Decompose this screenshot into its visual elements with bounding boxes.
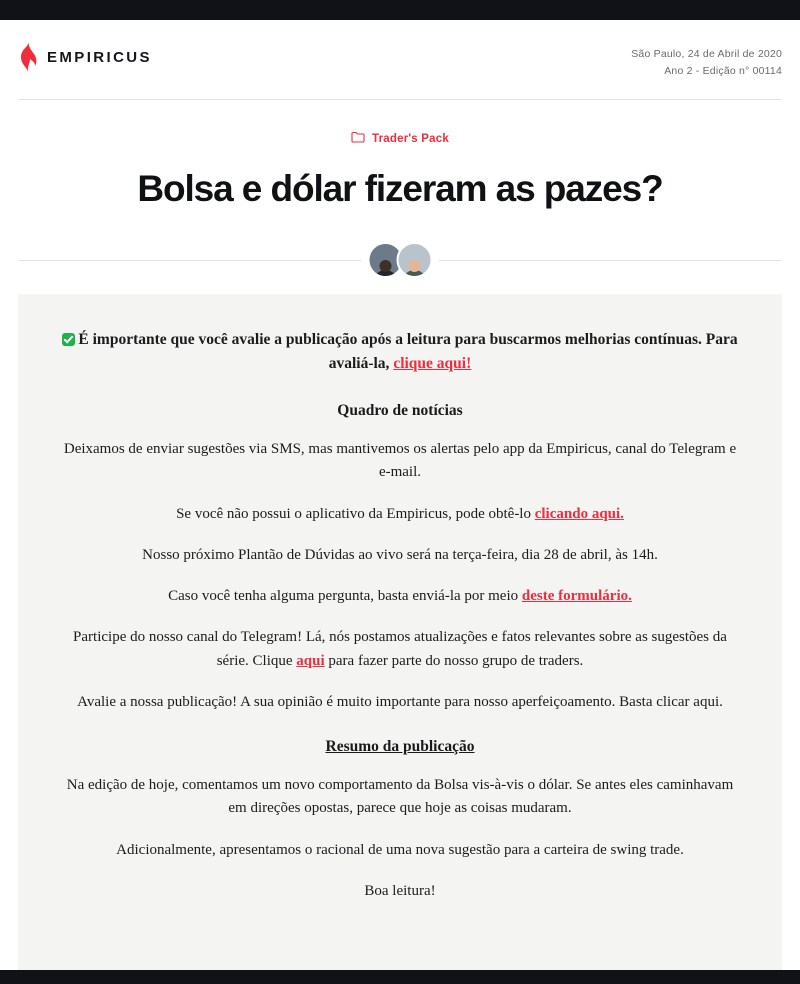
bottom-bar (0, 970, 800, 984)
issue-number: Ano 2 - Edição n° 00114 (664, 65, 782, 78)
author-avatars (362, 242, 439, 278)
review-notice (58, 328, 742, 376)
issue-info (631, 42, 782, 81)
news-item: Deixamos de enviar sugestões via SMS, mas mantivemos os alertas pelo app da Empiricus, canal do Telegram e e-mail. (63, 441, 737, 481)
news-item (58, 503, 742, 526)
review-link[interactable]: clique aqui! (393, 355, 472, 373)
masthead (18, 20, 782, 100)
summary-paragraph: Adicionalmente, apresentamos o racional de uma nova sugestão para a carteira de swing trade. (116, 841, 684, 858)
news-item-text-after: para fazer parte do nosso grupo de traders. (324, 652, 584, 669)
issue-location-date: São Paulo, 24 de Abril de 2020 (631, 48, 782, 60)
kicker-label: Trader's Pack (372, 132, 449, 145)
form-link[interactable]: deste formulário. (521, 588, 632, 605)
news-item (58, 626, 742, 673)
avatar-face (409, 260, 421, 272)
news-item (58, 585, 742, 608)
brand[interactable] (18, 42, 152, 72)
page-title: Bolsa e dólar fizeram as pazes? (137, 167, 663, 209)
top-bar (0, 0, 800, 20)
news-item-text: Se você não possui o aplicativo da Empiricus, pode obtê-lo (176, 505, 535, 522)
app-download-link[interactable]: clicando aqui. (534, 505, 624, 522)
summary-heading: Resumo da publicação (325, 738, 475, 756)
summary-paragraph: Na edição de hoje, comentamos um novo comportamento da Bolsa vis-à-vis o dólar. Se antes eles caminhavam em direções opostas, parece que hoje as coisas mudaram. (66, 777, 734, 817)
authors-divider (18, 242, 782, 278)
avatar-face (380, 260, 392, 272)
telegram-link[interactable]: aqui (296, 652, 325, 669)
check-icon (62, 333, 75, 346)
news-heading: Quadro de notícias (337, 402, 463, 420)
page-content (0, 20, 800, 970)
review-notice-text: É importante que você avalie a publicação após a leitura para buscarmos melhorias contínuas. Para avaliá-la, (78, 331, 738, 373)
article-body-card (18, 294, 782, 970)
news-item: Nosso próximo Plantão de Dúvidas ao vivo será na terça-feira, dia 28 de abril, às 14h. (142, 546, 658, 563)
summary-paragraph: Boa leitura! (364, 882, 436, 899)
author-avatar-2[interactable] (397, 242, 433, 278)
flame-logo-icon (18, 42, 38, 72)
article-kicker[interactable] (18, 130, 782, 148)
folder-icon (351, 130, 365, 148)
brand-name: EMPIRICUS (47, 48, 152, 66)
news-item-text: Participe do nosso canal do Telegram! Lá, nós postamos atualizações e fatos relevantes sobre as sugestões da série. Clique (73, 629, 727, 669)
news-item: Avalie a nossa publicação! A sua opinião é muito importante para nosso aperfeiçoamento. Basta clicar aqui. (77, 693, 723, 710)
news-item-text: Caso você tenha alguma pergunta, basta enviá-la por meio (168, 588, 522, 605)
